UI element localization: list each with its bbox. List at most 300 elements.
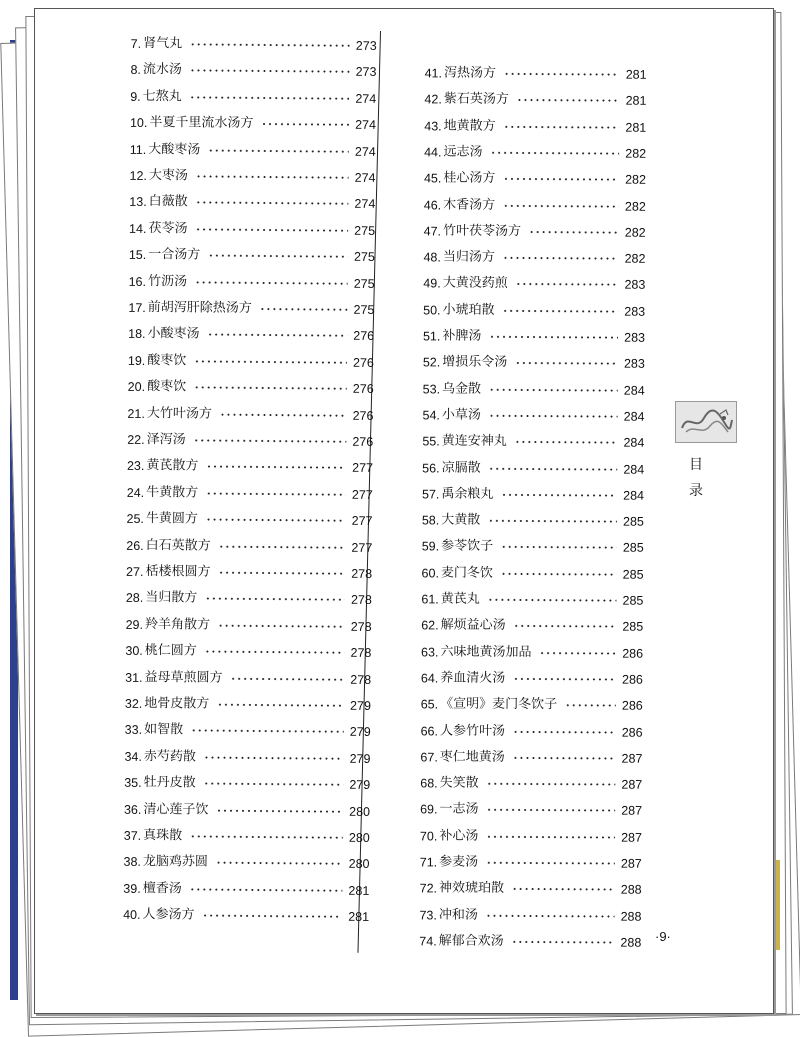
toc-entry xyxy=(419,905,641,926)
dot-leader xyxy=(190,835,343,838)
dot-leader xyxy=(491,152,620,155)
toc-entry xyxy=(424,169,646,190)
page-number: ·9· xyxy=(655,929,671,944)
toc-entry-title: 大竹叶汤方 xyxy=(146,405,212,422)
toc-entry-number: 39. xyxy=(123,881,141,896)
toc-entry-page: 286 xyxy=(622,646,644,661)
dot-leader xyxy=(219,545,346,548)
toc-entry xyxy=(129,245,375,267)
toc-entry-page: 282 xyxy=(625,146,647,161)
toc-entry-page: 280 xyxy=(349,804,371,819)
toc-entry-page: 276 xyxy=(352,381,374,397)
toc-entry-title: 桂心汤方 xyxy=(443,170,496,187)
toc-entry-title: 凉膈散 xyxy=(441,459,481,476)
toc-entry-page: 278 xyxy=(350,645,372,661)
toc-entry xyxy=(423,274,645,295)
dot-leader xyxy=(202,915,342,918)
toc-entry xyxy=(124,799,370,821)
dot-leader xyxy=(220,413,347,416)
toc-entry-page: 283 xyxy=(624,304,646,319)
toc-entry-title: 竹沥汤 xyxy=(147,273,188,289)
toc-entry-title: 酸枣饮 xyxy=(147,379,187,395)
dot-leader xyxy=(512,888,615,891)
dot-leader xyxy=(195,281,348,284)
toc-entry xyxy=(424,221,646,242)
dot-leader xyxy=(539,652,616,654)
toc-entry-title: 乌金散 xyxy=(442,381,482,397)
toc-entry-number: 25. xyxy=(126,512,145,527)
toc-entry xyxy=(420,852,642,873)
toc-entry-number: 58. xyxy=(421,513,440,528)
toc-entry-title: 龙脑鸡苏圆 xyxy=(142,854,209,870)
dot-leader xyxy=(195,228,348,231)
toc-entry-page: 277 xyxy=(352,461,374,476)
toc-entry-title: 桃仁圆方 xyxy=(144,643,197,659)
toc-entry-title: 赤芍药散 xyxy=(143,748,196,765)
toc-entry xyxy=(423,300,645,321)
toc-entry-number: 24. xyxy=(126,485,145,500)
toc-entry-title: 当归汤方 xyxy=(442,249,495,265)
toc-entry-page: 285 xyxy=(622,593,644,608)
dot-leader xyxy=(489,467,618,470)
toc-entry-number: 57. xyxy=(422,487,440,502)
toc-entry-page: 278 xyxy=(350,593,372,608)
dot-leader xyxy=(503,204,619,207)
toc-entry xyxy=(422,405,644,426)
toc-entry-number: 9. xyxy=(130,89,141,104)
toc-entry-number: 31. xyxy=(125,670,143,685)
toc-entry-title: 牡丹皮散 xyxy=(143,775,196,791)
toc-entry xyxy=(420,747,642,768)
dot-leader xyxy=(190,96,350,99)
toc-entry xyxy=(423,353,645,374)
toc-entry-page: 281 xyxy=(348,883,370,898)
dot-leader xyxy=(504,73,620,76)
toc-entry-number: 45. xyxy=(423,171,442,186)
toc-entry-title: 人参竹叶汤 xyxy=(439,722,506,739)
toc-entry-number: 65. xyxy=(420,697,439,712)
section-label-char: 目 xyxy=(689,457,703,473)
toc-entry-number: 74. xyxy=(419,934,437,949)
toc-entry-title: 参麦汤 xyxy=(439,854,479,870)
toc-entry-number: 72. xyxy=(419,881,438,896)
toc-entry xyxy=(421,616,643,637)
toc-entry-number: 54. xyxy=(422,408,440,423)
toc-entry-page: 274 xyxy=(354,197,376,212)
dot-leader xyxy=(503,257,619,260)
toc-entry-number: 32. xyxy=(124,696,143,711)
toc-entry xyxy=(129,219,375,241)
toc-entry-page: 277 xyxy=(351,540,373,555)
toc-entry-page: 278 xyxy=(350,619,372,634)
dot-leader xyxy=(488,520,617,523)
toc-entry-title: 小琥珀散 xyxy=(442,302,495,318)
toc-entry-title: 远志汤 xyxy=(443,144,483,160)
toc-entry-page: 273 xyxy=(355,38,377,53)
toc-entry xyxy=(421,721,643,742)
toc-entry-number: 51. xyxy=(422,329,441,344)
dot-leader xyxy=(489,388,618,391)
toc-entry-title: 神效琥珀散 xyxy=(438,880,505,897)
toc-entry xyxy=(423,326,645,347)
toc-entry-title: 泻热汤方 xyxy=(443,65,497,81)
toc-entry xyxy=(125,667,371,689)
toc-entry-number: 63. xyxy=(421,644,439,660)
toc-entry-page: 285 xyxy=(622,540,644,556)
toc-entry xyxy=(420,879,642,900)
toc-entry-number: 34. xyxy=(124,749,142,764)
toc-entry-page: 278 xyxy=(350,672,372,687)
dot-leader xyxy=(206,492,346,495)
toc-entry-title: 地骨皮散方 xyxy=(144,695,210,712)
toc-entry-page: 276 xyxy=(352,408,374,423)
toc-entry-page: 279 xyxy=(349,725,371,740)
toc-entry-title: 大黄散 xyxy=(441,512,481,528)
dot-leader xyxy=(486,914,615,917)
toc-entry-number: 62. xyxy=(421,618,439,633)
toc-entry xyxy=(127,456,373,478)
toc-entry-title: 大黄没药煎 xyxy=(442,275,508,292)
toc-entry xyxy=(129,192,375,214)
toc-entry-page: 285 xyxy=(622,567,644,582)
toc-entry-title: 小草汤 xyxy=(441,407,481,423)
dot-leader xyxy=(501,546,617,549)
toc-entry-title: 《宣明》麦门冬饮子 xyxy=(440,696,558,713)
toc-entry-number: 23. xyxy=(126,459,145,474)
toc-entry-title: 牛黄散方 xyxy=(146,484,199,501)
dot-leader xyxy=(218,572,345,575)
toc-entry xyxy=(131,34,377,56)
toc-entry-number: 41. xyxy=(424,66,443,81)
toc-entry-page: 282 xyxy=(625,172,647,187)
dot-leader xyxy=(204,783,344,786)
toc-entry-title: 七熬丸 xyxy=(142,88,182,105)
toc-entry-number: 22. xyxy=(127,432,145,447)
toc-entry-number: 42. xyxy=(424,92,442,107)
toc-entry xyxy=(125,694,371,716)
toc-entry-page: 284 xyxy=(623,462,645,477)
toc-entry-page: 281 xyxy=(625,67,647,82)
toc-entry-page: 275 xyxy=(353,276,375,291)
toc-entry-number: 38. xyxy=(123,855,142,870)
dot-leader xyxy=(488,599,617,602)
toc-entry-number: 33. xyxy=(124,723,143,738)
toc-entry-number: 43. xyxy=(424,118,442,134)
toc-entry xyxy=(424,90,646,111)
toc-entry-page: 286 xyxy=(621,698,643,713)
toc-entry xyxy=(126,562,372,584)
toc-entry-page: 287 xyxy=(621,777,643,792)
toc-entry-title: 黄芪散方 xyxy=(146,458,199,474)
dot-leader xyxy=(514,625,617,628)
toc-entry xyxy=(123,879,369,901)
toc-entry-number: 66. xyxy=(420,723,439,738)
toc-entry-page: 279 xyxy=(350,698,371,713)
toc-entry xyxy=(124,747,370,769)
dot-leader xyxy=(194,439,347,442)
toc-entry-title: 木香汤方 xyxy=(443,196,496,213)
dot-leader xyxy=(190,70,350,73)
toc-entry xyxy=(422,484,644,505)
toc-entry-page: 275 xyxy=(353,249,375,265)
toc-entry-number: 35. xyxy=(124,775,142,791)
toc-entry-title: 檀香汤 xyxy=(142,880,182,897)
toc-entry-number: 69. xyxy=(420,802,438,817)
dot-leader xyxy=(196,175,349,178)
toc-entry-page: 279 xyxy=(349,777,371,793)
toc-entry-page: 284 xyxy=(623,488,645,503)
toc-entry-page: 277 xyxy=(351,487,373,502)
toc-entry-number: 10. xyxy=(129,116,148,131)
toc-entry-title: 肾气丸 xyxy=(143,35,183,52)
toc-entry xyxy=(126,535,372,557)
toc-entry xyxy=(126,509,372,531)
dot-leader xyxy=(486,835,615,838)
toc-entry-page: 287 xyxy=(620,856,642,871)
toc-entry-page: 279 xyxy=(349,751,371,766)
dot-leader xyxy=(261,123,349,126)
toc-entry-title: 竹叶茯苓汤方 xyxy=(442,223,522,239)
toc-entry-page: 274 xyxy=(355,117,377,133)
toc-entry-number: 52. xyxy=(422,355,441,370)
dragon-emblem-icon xyxy=(675,401,737,443)
dot-leader xyxy=(503,310,619,313)
toc-entry-number: 19. xyxy=(127,353,146,368)
toc-entry-title: 如智散 xyxy=(144,722,184,738)
toc-entry xyxy=(128,377,374,399)
toc-entry-number: 13. xyxy=(129,195,147,210)
toc-entry-page: 274 xyxy=(354,144,376,159)
toc-entry-number: 28. xyxy=(125,591,144,606)
toc-entry-number: 73. xyxy=(419,907,437,923)
toc-entry xyxy=(421,695,643,716)
toc-entry-title: 羚羊角散方 xyxy=(144,616,211,633)
toc-entry-number: 64. xyxy=(420,671,439,686)
toc-entry-page: 285 xyxy=(622,514,644,529)
toc-entry-title: 当归散方 xyxy=(145,590,198,606)
toc-entry-title: 大枣汤 xyxy=(148,168,189,184)
left-column xyxy=(35,9,395,925)
toc-entry-number: 12. xyxy=(129,168,147,183)
toc-entry-title: 六味地黄汤加品 xyxy=(440,644,532,660)
toc-entry-number: 36. xyxy=(123,802,142,817)
dot-leader xyxy=(512,941,615,944)
toc-entry-page: 287 xyxy=(621,830,642,845)
toc-entry-title: 参苓饮子 xyxy=(441,538,494,555)
toc-entry-page: 282 xyxy=(624,199,646,214)
toc-entry-number: 14. xyxy=(129,221,147,236)
dot-leader xyxy=(513,757,616,760)
toc-entry-page: 283 xyxy=(624,330,646,345)
toc-entry xyxy=(420,800,642,821)
dot-leader xyxy=(515,441,618,444)
dot-leader xyxy=(208,149,349,152)
toc-entry xyxy=(130,113,376,135)
toc-entry-number: 37. xyxy=(123,828,142,843)
toc-entry-page: 274 xyxy=(354,170,376,185)
toc-entry-page: 280 xyxy=(348,857,370,872)
toc-entry-title: 白薇散 xyxy=(148,194,188,210)
toc-entry-page: 276 xyxy=(353,355,374,370)
toc-entry xyxy=(421,642,643,663)
toc-entry xyxy=(124,773,370,795)
toc-entry-page: 281 xyxy=(625,120,647,135)
toc-entry-number: 59. xyxy=(421,539,440,554)
toc-entry xyxy=(424,116,646,137)
toc-entry xyxy=(420,826,642,847)
toc-entry-number: 20. xyxy=(127,380,146,395)
toc-entry-page: 283 xyxy=(623,356,645,372)
toc-entry-page: 274 xyxy=(355,91,377,106)
toc-entry-title: 泽泻汤 xyxy=(146,431,186,448)
toc-entry-title: 一志汤 xyxy=(439,801,479,818)
dot-leader xyxy=(190,888,343,891)
dot-leader xyxy=(206,519,346,522)
toc-entry-number: 50. xyxy=(423,303,441,318)
toc-entry-page: 281 xyxy=(625,93,647,109)
toc-entry-number: 67. xyxy=(420,750,438,765)
toc-entry xyxy=(127,483,373,505)
dot-leader xyxy=(565,704,616,706)
toc-entry xyxy=(422,458,644,479)
toc-entry-title: 前胡泻肝除热汤方 xyxy=(147,299,252,316)
toc-entry-page: 285 xyxy=(622,619,644,635)
toc-entry xyxy=(129,271,375,293)
toc-entry xyxy=(128,298,374,320)
toc-entry-number: 27. xyxy=(126,564,144,579)
dot-leader xyxy=(516,283,619,286)
toc-entry xyxy=(423,379,645,400)
toc-entry-title: 一合汤方 xyxy=(148,247,201,263)
toc-entry-title: 养血清火汤 xyxy=(440,670,506,686)
toc-entry-page: 278 xyxy=(351,566,373,581)
toc-entry-title: 茯苓汤 xyxy=(148,220,188,237)
dot-leader xyxy=(515,362,618,365)
toc-entry-page: 284 xyxy=(623,435,645,450)
toc-entry xyxy=(127,403,373,425)
dot-leader xyxy=(208,255,348,258)
toc-entry-number: 11. xyxy=(129,142,147,157)
toc-entry-page: 281 xyxy=(348,909,370,925)
dot-leader xyxy=(204,756,344,759)
dot-leader xyxy=(205,651,345,654)
toc-entry-number: 16. xyxy=(128,274,147,289)
toc-entry-title: 栝楼根圆方 xyxy=(145,563,211,580)
dot-leader xyxy=(216,862,343,865)
toc-entry xyxy=(424,195,646,216)
toc-entry-title: 半夏千里流水汤方 xyxy=(149,115,254,132)
dot-leader xyxy=(489,415,618,418)
dot-leader xyxy=(231,677,345,680)
toc-entry xyxy=(125,641,371,663)
dot-leader xyxy=(513,678,616,681)
toc-entry xyxy=(422,537,644,558)
dot-leader xyxy=(517,99,620,102)
toc-entry-number: 71. xyxy=(419,855,438,870)
toc-entry-number: 8. xyxy=(130,63,141,78)
contents-page xyxy=(34,8,774,1014)
toc-entry-title: 冲和汤 xyxy=(438,907,478,923)
toc-entry-page: 288 xyxy=(620,882,642,898)
toc-entry xyxy=(128,324,374,346)
dot-leader xyxy=(504,125,620,128)
toc-entry-title: 牛黄圆方 xyxy=(145,511,199,527)
toc-entry-number: 17. xyxy=(128,300,146,315)
toc-entry-title: 酸枣饮 xyxy=(147,352,187,369)
toc-entry-title: 小酸枣汤 xyxy=(147,326,200,342)
toc-entry-title: 白石英散方 xyxy=(145,537,211,554)
toc-entry-page: 284 xyxy=(623,383,645,398)
toc-entry xyxy=(130,60,376,82)
toc-entry-page: 273 xyxy=(355,65,377,80)
toc-entry-title: 麦门冬饮 xyxy=(440,565,494,581)
toc-entry-title: 清心莲子饮 xyxy=(143,801,209,818)
toc-entry xyxy=(423,247,645,268)
toc-entry xyxy=(420,773,642,794)
toc-entry-title: 解郁合欢汤 xyxy=(438,933,504,949)
toc-entry-page: 286 xyxy=(621,725,643,740)
dot-leader xyxy=(487,783,616,786)
toc-entry-page: 282 xyxy=(624,225,646,240)
dot-leader xyxy=(529,231,619,234)
dot-leader xyxy=(206,466,346,469)
toc-entry xyxy=(128,351,374,373)
toc-entry-page: 284 xyxy=(623,409,645,424)
toc-entry xyxy=(125,720,371,742)
dot-leader xyxy=(501,573,617,576)
toc-entry-number: 53. xyxy=(422,381,441,397)
toc-entry-number: 40. xyxy=(123,907,141,923)
toc-entry-number: 21. xyxy=(127,406,145,421)
toc-entry-title: 黄芪丸 xyxy=(440,591,480,607)
toc-entry-title: 人参汤方 xyxy=(142,907,195,923)
toc-entry xyxy=(425,63,647,84)
toc-entry-page: 287 xyxy=(621,803,643,819)
dot-leader xyxy=(190,43,350,46)
toc-entry-title: 增损乐令汤 xyxy=(442,354,508,371)
toc-entry xyxy=(130,87,376,109)
toc-entry-page: 286 xyxy=(622,672,643,687)
toc-entry-number: 60. xyxy=(421,566,439,581)
dot-leader xyxy=(487,809,616,812)
section-label-vertical xyxy=(686,452,706,504)
dot-leader xyxy=(205,598,345,601)
dot-leader xyxy=(194,387,347,390)
toc-entry-number: 15. xyxy=(128,248,147,263)
dot-leader xyxy=(217,704,344,707)
toc-entry-page: 276 xyxy=(353,329,375,344)
toc-entry xyxy=(123,905,369,927)
toc-entry xyxy=(422,432,644,453)
toc-entry-number: 18. xyxy=(128,327,146,342)
toc-entry xyxy=(422,510,644,531)
dot-leader xyxy=(260,308,348,311)
toc-entry-number: 70. xyxy=(419,829,438,844)
toc-entry-page: 275 xyxy=(354,223,376,238)
toc-entry xyxy=(124,826,370,848)
toc-entry-title: 地黄散方 xyxy=(443,118,496,134)
toc-entry-number: 55. xyxy=(422,434,440,449)
toc-entry xyxy=(126,615,372,637)
dot-leader xyxy=(194,360,347,363)
toc-entry-title: 补脾汤 xyxy=(442,328,482,344)
toc-entry-title: 禹余粮丸 xyxy=(441,486,494,502)
toc-entry-number: 48. xyxy=(423,250,441,265)
dot-leader xyxy=(513,730,616,733)
toc-entry xyxy=(421,668,643,689)
toc-entry xyxy=(419,931,641,952)
toc-entry xyxy=(126,588,372,610)
